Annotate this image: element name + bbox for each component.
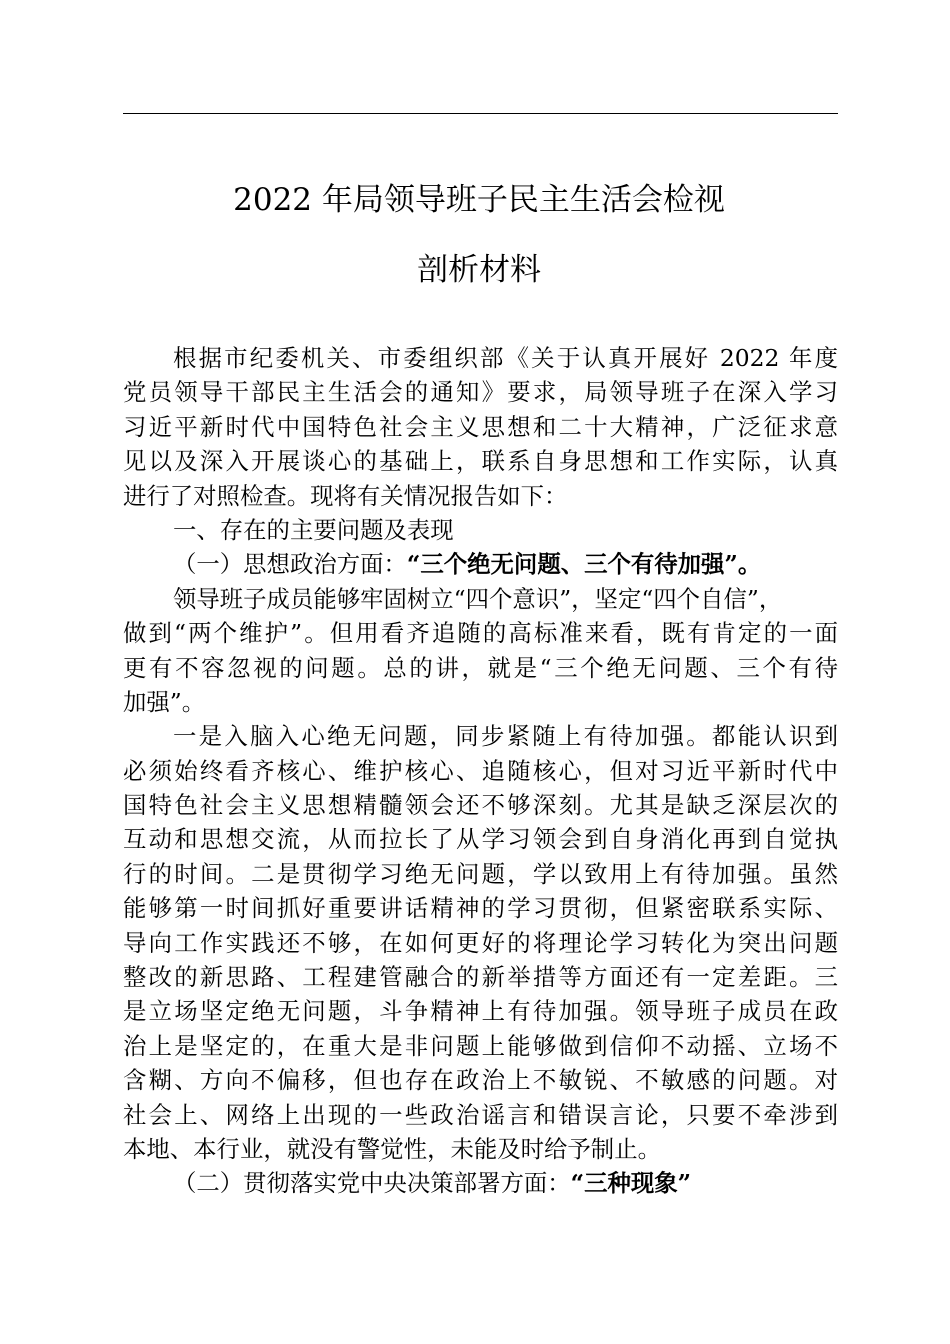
body-line: 能够第一时间抓好重要讲话精神的学习贯彻，但紧密联系实际、 [123, 894, 838, 923]
body-line: 本地、本行业，就没有警觉性，未能及时给予制止。 [123, 1134, 661, 1163]
body-line: 是立场坚定绝无问题，斗争精神上有待加强。领导班子成员在政 [123, 997, 838, 1026]
section-heading: 一、存在的主要问题及表现 [173, 515, 454, 544]
body-line: 互动和思想交流，从而拉长了从学习领会到自身消化再到自觉执 [123, 825, 838, 854]
body-line: 党员领导干部民主生活会的通知》要求，局领导班子在深入学习 [123, 378, 838, 407]
body-line: 加强”。 [123, 687, 206, 716]
body-line: 导向工作实践还不够，在如何更好的将理论学习转化为突出问题 [123, 928, 838, 957]
body-line: 必须始终看齐核心、维护核心、追随核心，但对习近平新时代中 [123, 756, 838, 785]
body-line: 更有不容忽视的问题。总的讲，就是“三个绝无问题、三个有待 [123, 653, 838, 682]
body-line: 做到“两个维护”。但用看齐追随的高标准来看，既有肯定的一面 [123, 619, 838, 648]
body-line: 治上是坚定的，在重大是非问题上能够做到信仰不动摇、立场不 [123, 1031, 838, 1060]
body-line: 进行了对照检查。现将有关情况报告如下： [123, 481, 568, 510]
document-title-line-1: 2022 年局领导班子民主生活会检视 [233, 182, 725, 218]
body-line: 领导班子成员能够牢固树立“四个意识”，坚定“四个自信”， [173, 584, 783, 613]
subsection-heading [123, 547, 838, 581]
body-line: 一是入脑入心绝无问题，同步紧随上有待加强。都能认识到 [173, 722, 838, 751]
subsection-heading-emphasis: “三个绝无问题、三个有待加强”。 [406, 550, 762, 579]
header-rule [123, 113, 838, 114]
body-line: 整改的新思路、工程建管融合的新举措等方面还有一定差距。三 [123, 963, 838, 992]
body-line: 行的时间。二是贯彻学习绝无问题，学以致用上有待加强。虽然 [123, 859, 838, 888]
body-line: 根据市纪委机关、市委组织部《关于认真开展好 2022 年度 [173, 344, 838, 372]
body-line: 习近平新时代中国特色社会主义思想和二十大精神，广泛征求意 [123, 412, 838, 441]
subsection-heading-label: （二）贯彻落实党中央决策部署方面： [173, 1169, 571, 1198]
document-body [123, 341, 838, 1201]
document-title-line-2: 剖析材料 [417, 252, 541, 288]
subsection-heading-emphasis: “三种现象” [570, 1169, 692, 1198]
body-line: 社会上、网络上出现的一些政治谣言和错误言论，只要不牵涉到 [123, 1100, 838, 1129]
body-line: 国特色社会主义思想精髓领会还不够深刻。尤其是缺乏深层次的 [123, 791, 838, 820]
body-line: 见以及深入开展谈心的基础上，联系自身思想和工作实际，认真 [123, 447, 838, 476]
body-line: 含糊、方向不偏移，但也存在政治上不敏锐、不敏感的问题。对 [123, 1066, 838, 1095]
subsection-heading [123, 1166, 838, 1200]
subsection-heading-label: （一）思想政治方面： [173, 550, 407, 579]
